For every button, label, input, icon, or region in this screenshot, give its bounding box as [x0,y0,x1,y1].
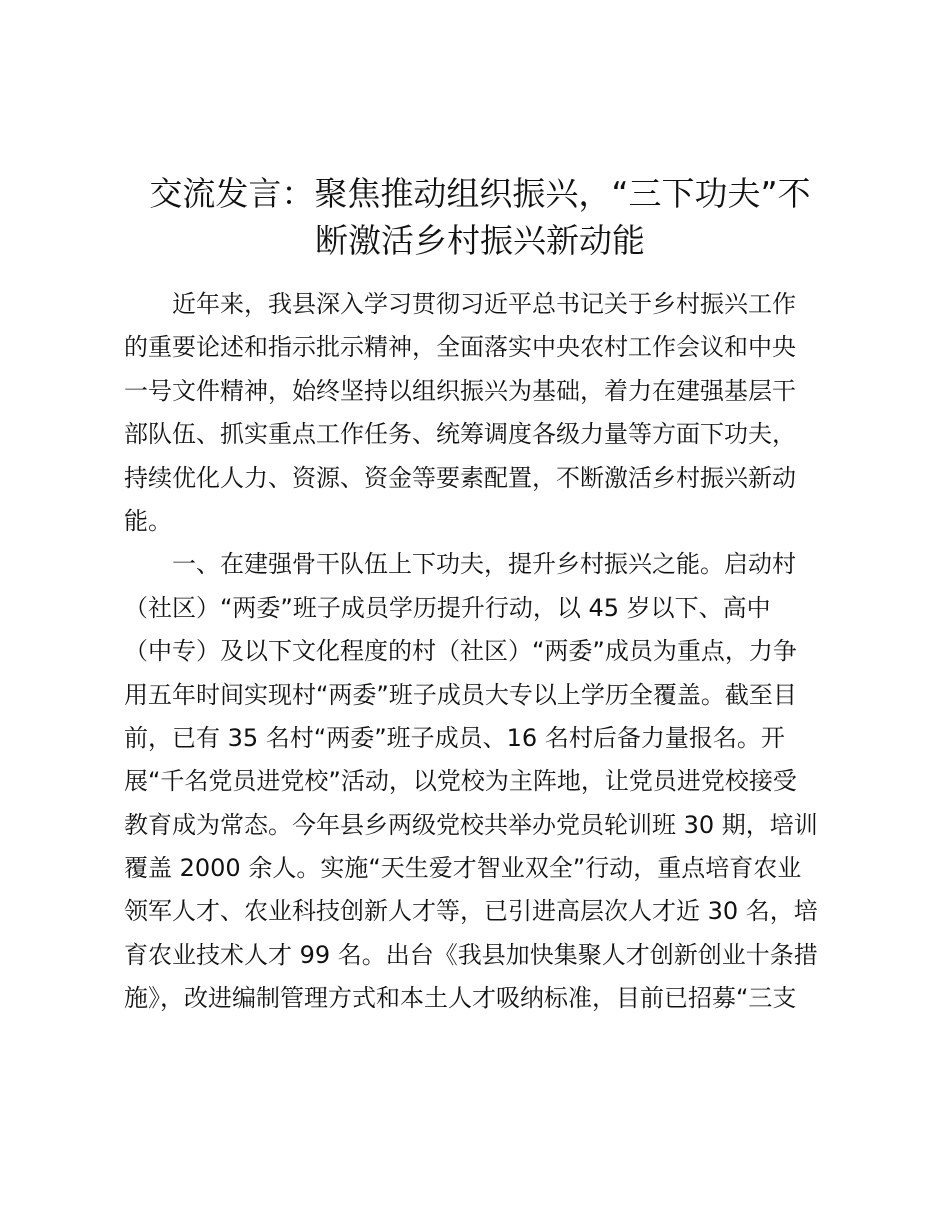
text-line: 一、在建强骨干队伍上下功夫，提升乡村振兴之能。启动村 [172,550,796,579]
text-line: 领军人才、农业科技创新人才等，已引进高层次人才近 30 名，培 [124,897,818,926]
text-line: 能。 [124,506,172,535]
text-line: 施》，改进编制管理方式和本土人才吸纳标准，目前已招募“三支 [124,984,797,1013]
text-line: 覆盖 2000 余人。实施“天生爱才智业双全”行动，重点培育农业 [124,854,802,883]
text-line: （社区）“两委”班子成员学历提升行动，以 45 岁以下、高中 [124,593,771,622]
title-line: 断激活乡村振兴新动能 [315,221,645,260]
text-line: 持续优化人力、资源、资金等要素配置，不断激活乡村振兴新动 [124,463,796,492]
text-line: 前，已有 35 名村“两委”班子成员、16 名村后备力量报名。开 [124,723,785,752]
text-line: 近年来，我县深入学习贯彻习近平总书记关于乡村振兴工作 [172,290,796,318]
paragraph-intro [124,283,838,543]
text-line: 教育成为常态。今年县乡两级党校共举办党员轮训班 30 期，培训 [124,810,818,839]
text-line: （中专）及以下文化程度的村（社区）“两委”成员为重点，力争 [124,637,797,666]
text-line: 用五年时间实现村“两委”班子成员大专以上学历全覆盖。截至目 [124,680,797,709]
text-line: 一号文件精神，始终坚持以组织振兴为基础，着力在建强基层干 [124,376,796,405]
document-body [124,283,838,1021]
text-line: 育农业技术人才 99 名。出台《我县加快集聚人才创新创业十条措 [124,940,818,969]
title-line: 交流发言：聚焦推动组织振兴，“三下功夫”不 [149,174,811,213]
text-line: 的重要论述和指示批示精神，全面落实中央农村工作会议和中央 [124,333,796,362]
text-line: 部队伍、抓实重点工作任务、统筹调度各级力量等方面下功夫， [124,420,796,449]
paragraph-section-one [124,543,838,1020]
text-line: 展“千名党员进党校”活动，以党校为主阵地，让党员进党校接受 [124,767,797,796]
document-title [120,170,840,264]
